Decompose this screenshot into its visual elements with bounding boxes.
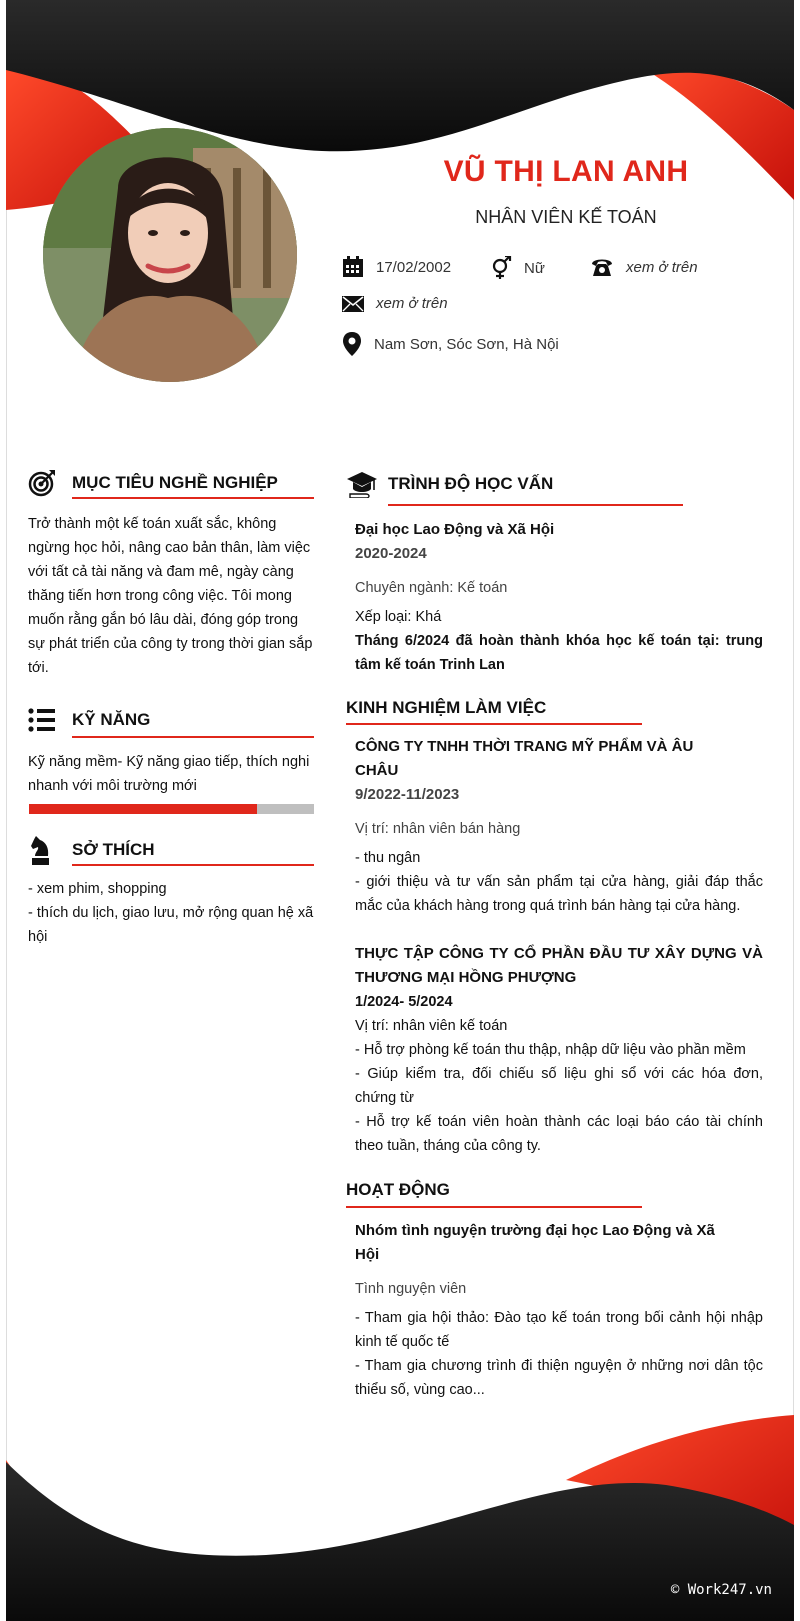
birthdate-item — [342, 256, 451, 278]
job-1-period: 9/2022-11/2023 — [355, 786, 460, 803]
target-icon — [28, 469, 56, 497]
cv-page — [6, 0, 794, 1621]
hobbies-underline — [72, 864, 314, 866]
address-text: Nam Sơn, Sóc Sơn, Hà Nội — [374, 335, 559, 353]
activity-role: Tình nguyện viên — [355, 1281, 467, 1297]
candidate-name: VŨ THỊ LAN ANH — [443, 155, 689, 188]
education-school: Đại học Lao Động và Xã Hội — [355, 521, 555, 538]
calendar-icon — [342, 256, 364, 278]
hobbies-text: - xem phim, shopping - thích du lịch, giao lưu, mở rộng quan hệ xã hội — [28, 881, 314, 945]
job-1-company: CÔNG TY TNHH THỜI TRANG MỸ PHẨM VÀ ÂU CHÂU — [355, 738, 694, 779]
skills-header — [28, 708, 150, 732]
birthdate-text: 17/02/2002 — [376, 258, 452, 276]
footer-brand: © Work247.vn — [670, 1582, 772, 1598]
job-2-position: Vị trí: nhân viên kế toán — [355, 1018, 508, 1034]
address-item — [342, 331, 559, 357]
job-1-description: - thu ngân - giới thiệu và tư vấn sản phẩm tại cửa hàng, giải đáp thắc mắc của khách hàng trong quá trình bán hàng tại cửa hàng. — [355, 850, 763, 914]
email-item — [342, 295, 448, 312]
education-underline — [388, 504, 683, 506]
gender-icon — [490, 256, 512, 280]
objective-header — [28, 469, 278, 497]
phone-icon — [590, 256, 614, 278]
hobbies-title: SỞ THÍCH — [72, 840, 155, 859]
gender-text: Nữ — [524, 259, 545, 277]
activities-title: HOẠT ĐỘNG — [346, 1180, 450, 1199]
education-header — [346, 470, 553, 498]
avatar — [43, 128, 297, 382]
gender-item — [490, 256, 545, 280]
skills-title: KỸ NĂNG — [72, 710, 151, 729]
job-2-description: - Hỗ trợ phòng kế toán thu thập, nhập dữ liệu vào phần mềm - Giúp kiểm tra, đối chiếu số liệu ghi sổ với các hóa đơn, chứng từ - Hỗ trợ kế toán viên hoàn thành các loại báo cáo tài chính theo tuần, tháng của công ty. — [355, 1042, 763, 1154]
job-title: NHÂN VIÊN KẾ TOÁN — [475, 207, 657, 227]
skill-level-bar — [29, 804, 314, 814]
education-title: TRÌNH ĐỘ HỌC VẤN — [388, 474, 554, 493]
activity-organization: Nhóm tình nguyện trường đại học Lao Động và Xã Hội — [355, 1222, 715, 1263]
job-2-company: THỰC TẬP CÔNG TY CỔ PHẦN ĐẦU TƯ XÂY DỰNG VÀ THƯƠNG MẠI HỒNG PHƯỢNG — [355, 945, 763, 986]
job-2-period: 1/2024- 5/2024 — [355, 994, 453, 1010]
skill-level-fill — [29, 804, 257, 814]
experience-title: KINH NGHIỆM LÀM VIỆC — [346, 698, 547, 717]
activities-underline — [346, 1206, 642, 1208]
objective-text: Trở thành một kế toán xuất sắc, không ngừng học hỏi, nâng cao bản thân, làm việc với tất cả tài năng và đam mê, ngày càng thăng tiến hơn trong công việc. Tôi mong muốn rằng gắn bó lâu dài, đóng góp trong sự phát triển của công ty trong thời gian sắp tới. — [28, 516, 313, 676]
experience-underline — [346, 723, 642, 725]
hobbies-header — [28, 834, 155, 866]
education-note: Tháng 6/2024 đã hoàn thành khóa học kế toán tại: trung tâm kế toán Trinh Lan — [355, 633, 763, 673]
objective-underline — [72, 497, 314, 499]
graduation-cap-icon — [346, 470, 378, 498]
objective-title: MỤC TIÊU NGHỀ NGHIỆP — [72, 473, 278, 492]
phone-item — [590, 256, 698, 278]
list-icon — [28, 708, 56, 732]
envelope-icon — [342, 296, 364, 312]
activity-description: - Tham gia hội thảo: Đào tạo kế toán trong bối cảnh hội nhập kinh tế quốc tế - Tham gia chương trình đi thiện nguyện ở những nơi dân tộc thiểu số, vùng cao... — [355, 1310, 763, 1398]
phone-text: xem ở trên — [626, 258, 698, 276]
email-text: xem ở trên — [376, 295, 448, 312]
education-rank: Xếp loại: Khá — [355, 609, 442, 625]
skills-underline — [72, 736, 314, 738]
education-period: 2020-2024 — [355, 545, 427, 562]
location-pin-icon — [342, 331, 362, 357]
chess-knight-icon — [28, 834, 52, 866]
education-major: Chuyên ngành: Kế toán — [355, 580, 508, 596]
job-1-position: Vị trí: nhân viên bán hàng — [355, 821, 521, 837]
skills-text: Kỹ năng mềm- Kỹ năng giao tiếp, thích nghi nhanh với môi trường mới — [28, 754, 310, 794]
